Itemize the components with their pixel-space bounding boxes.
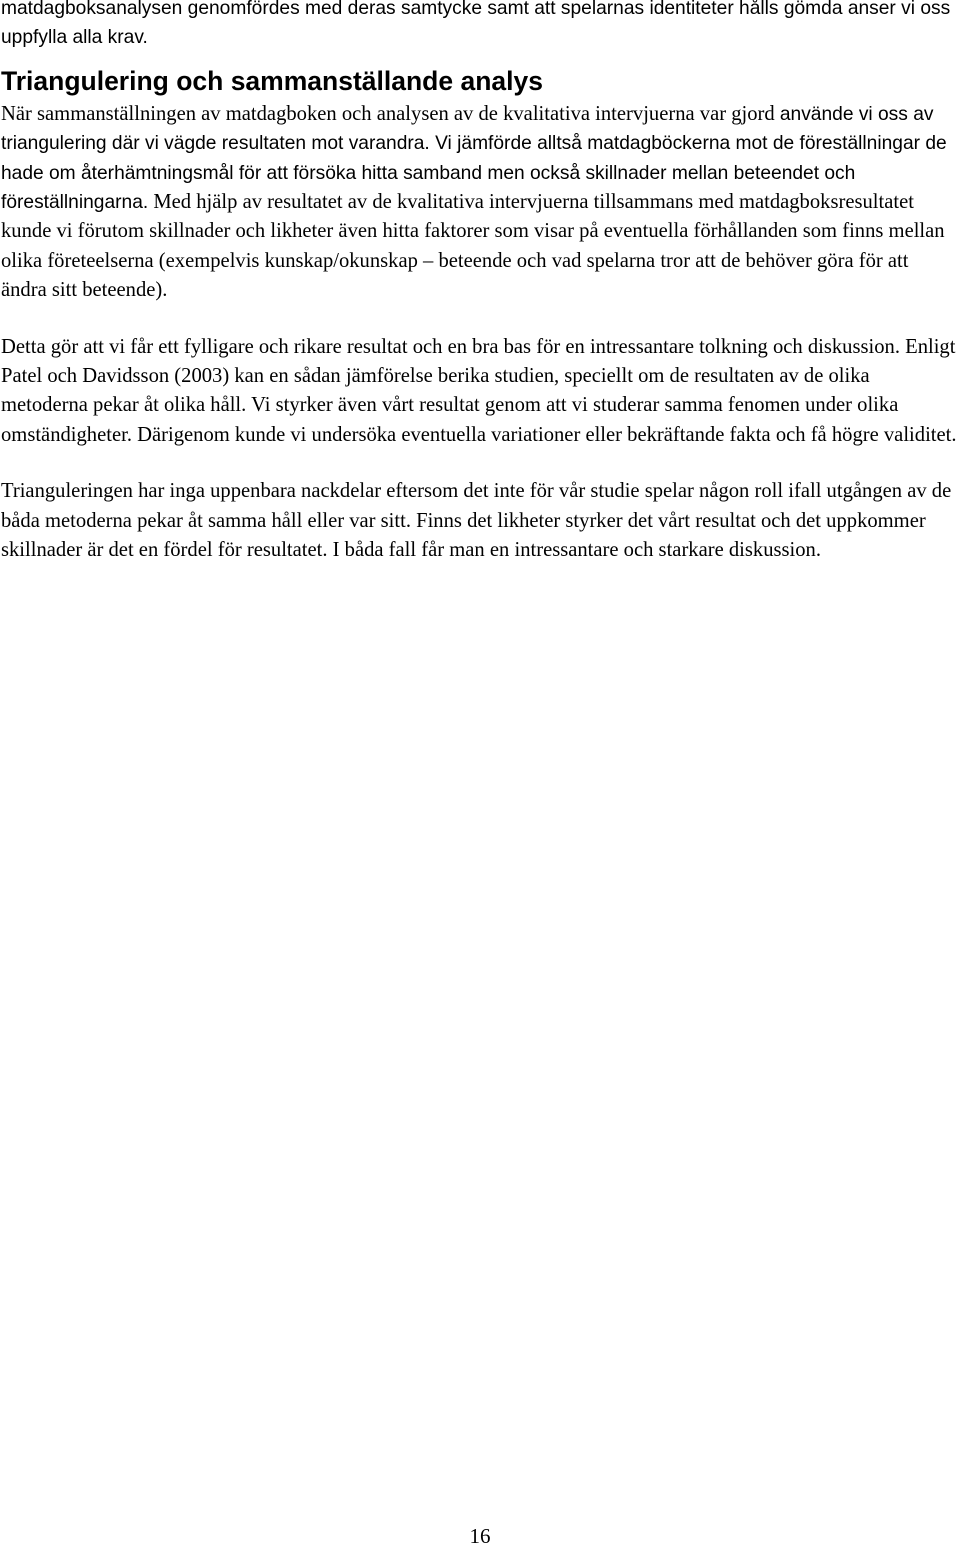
paragraph-triangulation-part-1: När sammanställningen av matdagboken och analysen av de kvalitativa intervjuerna var gjord	[1, 102, 780, 125]
page-number: 16	[469, 1524, 491, 1548]
section-heading: Triangulering och sammanställande analys	[1, 65, 543, 96]
intro-paragraph: matdagboksanalysen genomfördes med deras samtycke samt att spelarnas identiteter hålls gömda anser vi oss uppfylla alla krav.	[1, 0, 951, 49]
paragraph-disadvantages: Trianguleringen har inga uppenbara nackdelar eftersom det inte för vår studie spelar någon roll ifall utgången av de båda metoderna pekar åt samma håll eller var sitt. Finns det likheter styrker det vårt resultat och det uppkommer skillnader är det en fördel för resultatet. I båda fall får man en intressantare och starkare diskussion.	[1, 480, 952, 562]
document-body	[1, 0, 959, 566]
paragraph-comparison: Detta gör att vi får ett fylligare och rikare resultat och en bra bas för en intressantare tolkning och diskussion. Enligt Patel och Davidsson (2003) kan en sådan jämförelse berika studien, speciellt om de resultaten av de olika metoderna pekar åt olika håll. Vi styrker även vårt resultat genom att vi studerar samma fenomen under olika omständigheter. Därigenom kunde vi undersöka eventuella variationer eller bekräftande fakta och få högre validitet.	[1, 335, 957, 446]
paragraph-triangulation-part-3: Med hjälp av resultatet av de kvalitativa intervjuerna tillsammans med matdagboksresultatet kunde vi förutom skillnader och likheter även hitta faktorer som visar på eventuella förhållanden som finns mellan olika företeelserna (exempelvis kunskap/okunskap – beteende och vad spelarna tror att de behöver göra för att ändra sitt beteende).	[1, 191, 945, 302]
paragraph-triangulation	[1, 100, 959, 306]
paragraph-triangulation-part-2: använde vi oss av triangulering där vi vägde resultaten mot varandra. Vi jämförde alltså matdagböckerna mot de föreställningar de hade om återhämtningsmål för att försöka hitta samband men också skillnader mellan beteendet och föreställningarna.	[1, 103, 947, 214]
